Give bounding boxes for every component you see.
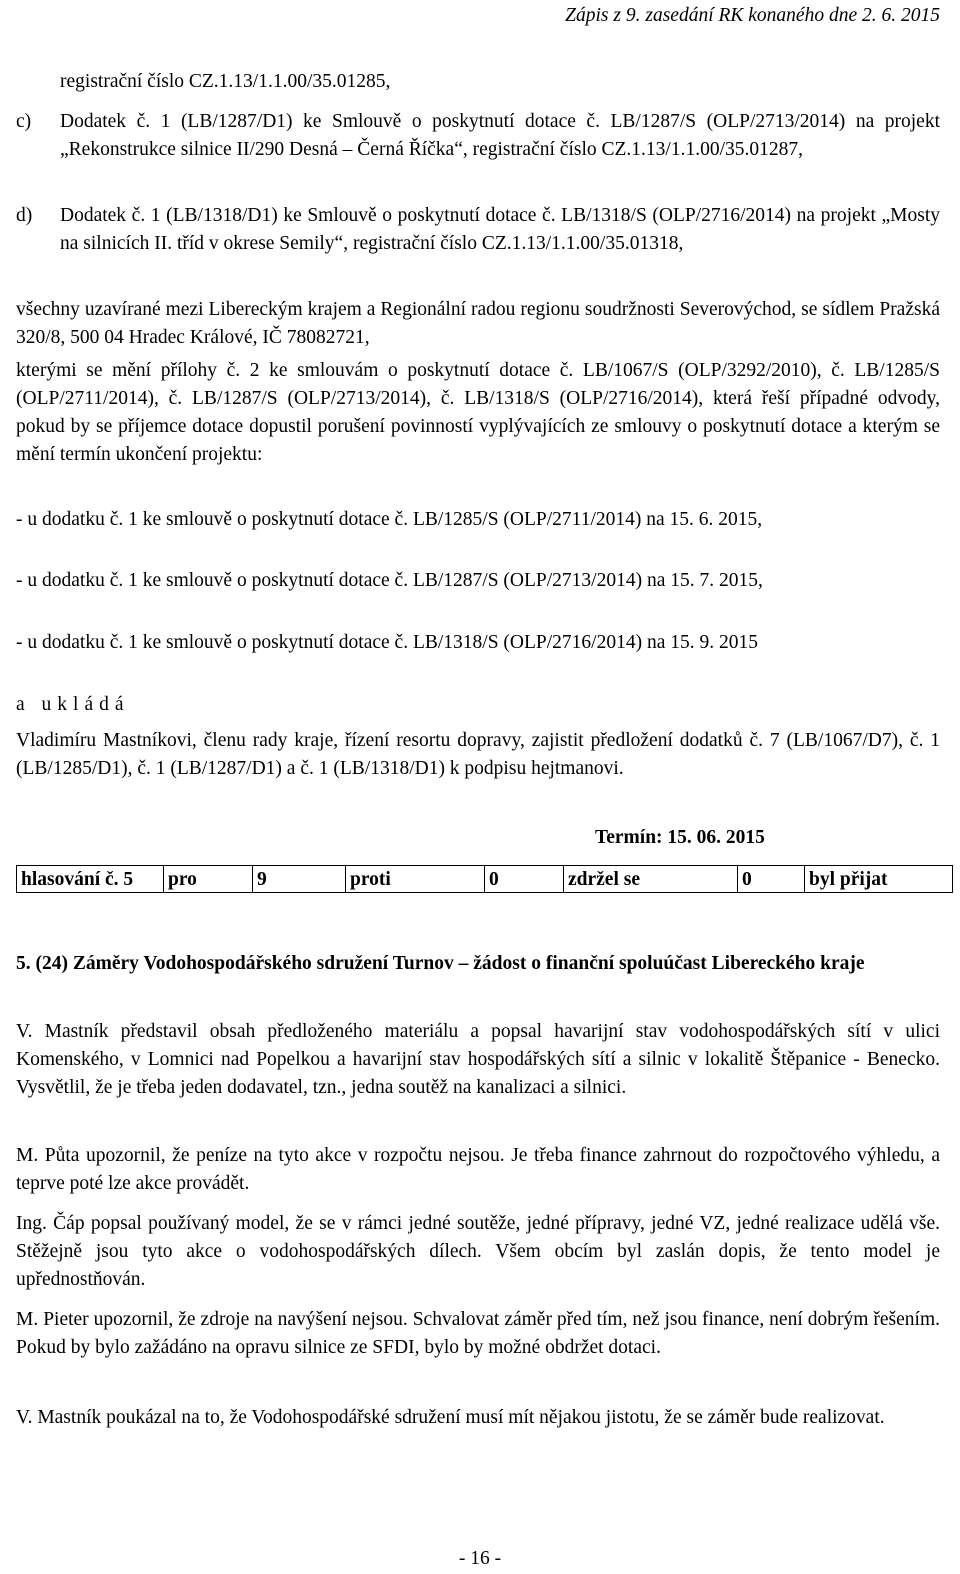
paragraph-mastnik: V. Mastník představil obsah předloženého materiálu a popsal havarijní stav vodohospodářských sítí v ulici Komenského, v Lomnici nad Popelkou a havarijní stav hospodářských sítí a silnic v lokalitě Štěpanice - Benecko. Vysvětlil, že je třeba jeden dodavatel, tzn., jedna soutěž na kanalizaci a silnici. [16,1021,940,1098]
paragraph-parties: všechny uzavírané mezi Libereckým krajem a Regionální radou regionu soudržnosti Severovýchod, se sídlem Pražská 320/8, 500 04 Hradec Králové, IČ 78082721, [16,299,940,348]
paragraph-amendments: kterými se mění přílohy č. 2 ke smlouvám o poskytnutí dotace č. LB/1067/S (OLP/3292/2010), č. LB/1285/S (OLP/2711/2014), č. LB/1287/S (OLP/2713/2014), č. LB/1318/S (OLP/2716/2014), která řeší případné odvody, pokud by se příjemce dotace dopustil porušení povinností vyplývajících ze smlouvy o poskytnutí dotace a kterým se mění termín ukončení projektu: [16,360,940,465]
paragraph-cap: Ing. Čáp popsal používaný model, že se v rámci jedné soutěže, jedné přípravy, jedné VZ, jedné realizace udělá vše. Stěžejně jsou tyto akce o vodohospodářských dílech. Všem obcím byl zaslán dopis, že tento model je upřednostňován. [16,1213,940,1290]
vote-proti-label: proti [346,866,485,893]
vote-abstain-label: zdržel se [564,866,738,893]
paragraph-assignment: Vladimíru Mastníkovi, členu rady kraje, řízení resortu dopravy, zajistit předložení dodatků č. 7 (LB/1067/D7), č. 1 (LB/1285/D1), č. 1 (LB/1287/D1) a č. 1 (LB/1318/D1) k podpisu hejtmanovi. [16,730,940,779]
list-item-label: c) [16,111,32,132]
deadline: Termín: 15. 06. 2015 [595,827,765,848]
page-header: Zápis z 9. zasedání RK konaného dne 2. 6. 2015 [565,5,940,26]
paragraph-puta: M. Půta upozornil, že peníze na tyto akce v rozpočtu nejsou. Je třeba finance zahrnout do rozpočtového výhledu, a teprve poté lze akce provádět. [16,1145,940,1194]
amendment-line-2: - u dodatku č. 1 ke smlouvě o poskytnutí dotace č. LB/1287/S (OLP/2713/2014) na 15. 7. 2015, [16,570,763,591]
list-item-text: Dodatek č. 1 (LB/1318/D1) ke Smlouvě o poskytnutí dotace č. LB/1318/S (OLP/2716/2014) na projekt „Mosty na silnicích II. tříd v okrese Semily“, registrační číslo CZ.1.13/1.1.00/35.01318, [60,205,940,254]
vote-result: byl přijat [805,866,953,893]
resolution-keyword: a ukládá [16,694,130,715]
paragraph-mastnik-2: V. Mastník poukázal na to, že Vodohospodářské sdružení musí mít nějakou jistotu, že se záměr bude realizovat. [16,1407,885,1428]
list-item-c [16,108,940,164]
paragraph-pieter: M. Pieter upozornil, že zdroje na navýšení nejsou. Schvalovat záměr před tím, než jsou finance, není dobrým řešením. Pokud by bylo zažádáno na opravu silnice ze SFDI, bylo by možné obdržet dotaci. [16,1309,940,1358]
vote-pro-label: pro [164,866,253,893]
amendment-line-3: - u dodatku č. 1 ke smlouvě o poskytnutí dotace č. LB/1318/S (OLP/2716/2014) na 15. 9. 2015 [16,632,758,653]
section-heading: 5. (24) Záměry Vodohospodářského sdružení Turnov – žádost o finanční spoluúčast Libereckého kraje [16,953,865,974]
vote-pro-value: 9 [253,866,346,893]
list-item-d [16,202,940,258]
vote-table [16,865,953,893]
vote-label: hlasování č. 5 [17,866,164,893]
page-number: - 16 - [458,1548,502,1569]
amendment-line-1: - u dodatku č. 1 ke smlouvě o poskytnutí dotace č. LB/1285/S (OLP/2711/2014) na 15. 6. 2015, [16,509,763,530]
registration-number-b: registrační číslo CZ.1.13/1.1.00/35.01285, [60,71,391,92]
vote-proti-value: 0 [485,866,564,893]
list-item-text: Dodatek č. 1 (LB/1287/D1) ke Smlouvě o poskytnutí dotace č. LB/1287/S (OLP/2713/2014) na projekt „Rekonstrukce silnice II/290 Desná – Černá Říčka“, registrační číslo CZ.1.13/1.1.00/35.01287, [60,111,940,160]
vote-row [17,866,953,893]
vote-abstain-value: 0 [738,866,805,893]
list-item-label: d) [16,205,33,226]
